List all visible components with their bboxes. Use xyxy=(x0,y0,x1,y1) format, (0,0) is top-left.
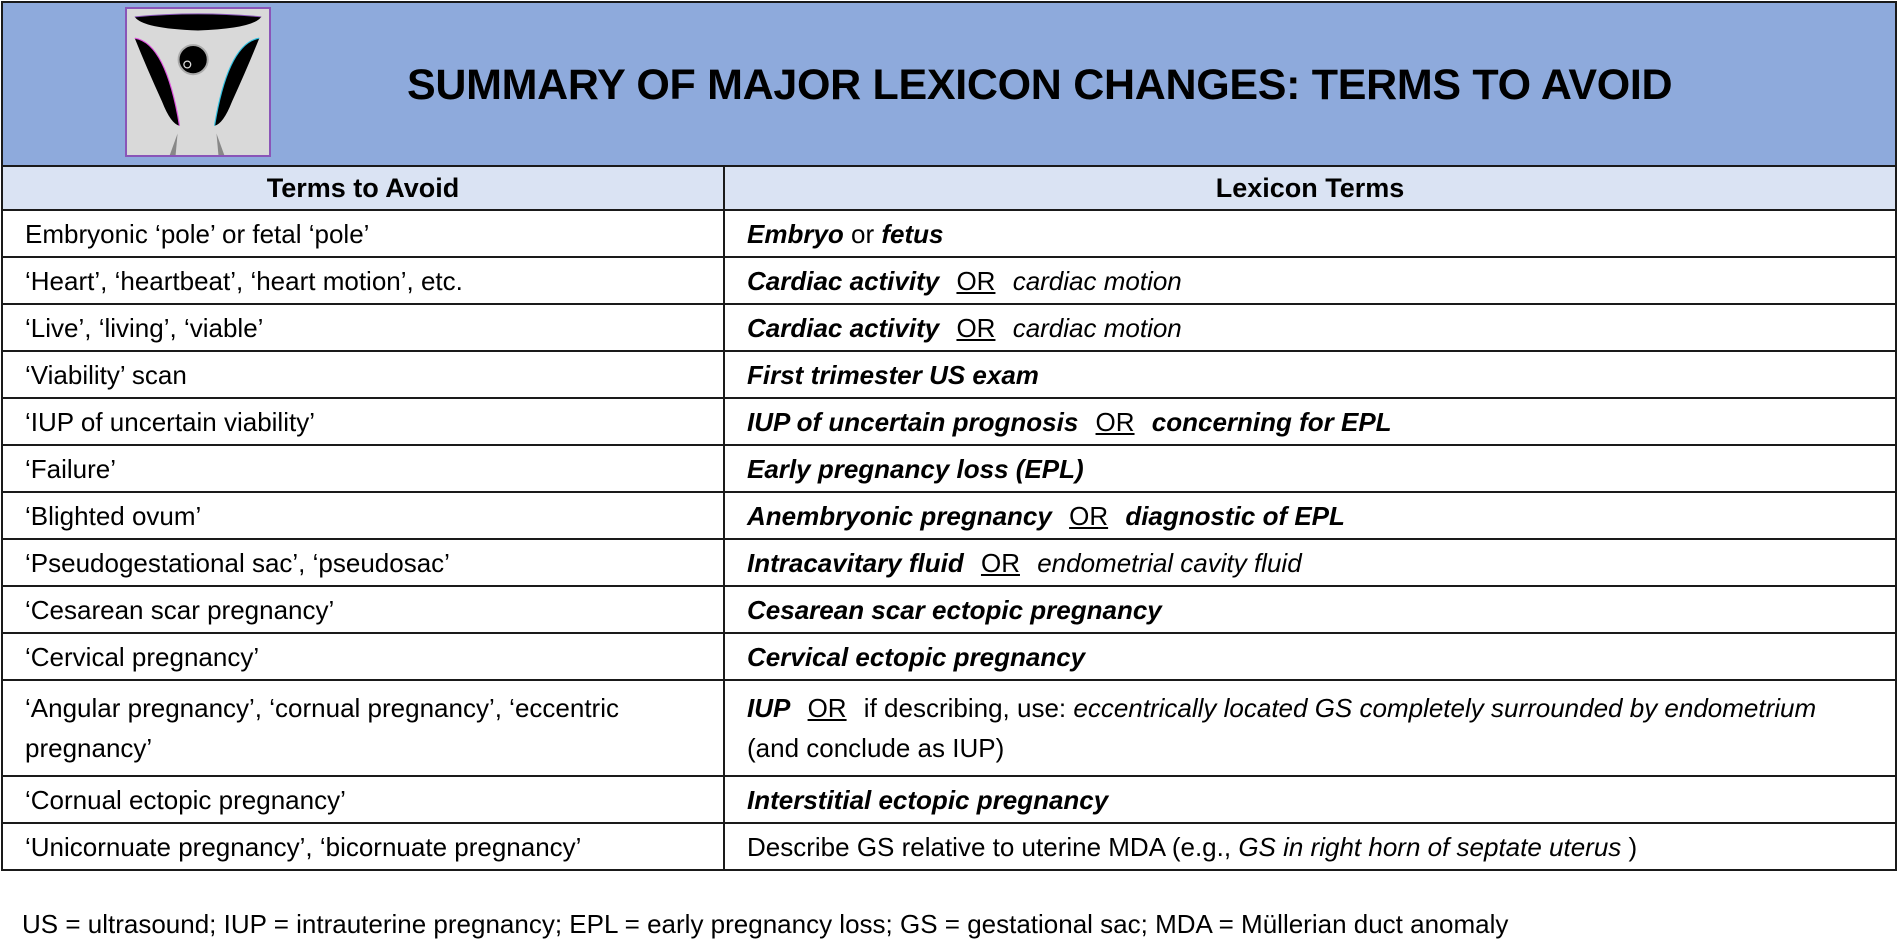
table-row xyxy=(3,398,1895,445)
conclusion-note: (and conclude as IUP) xyxy=(747,733,1005,763)
avoid-term-cell: ‘Cesarean scar pregnancy’ xyxy=(3,586,724,633)
avoid-term-cell: ‘IUP of uncertain viability’ xyxy=(3,398,724,445)
avoid-term-cell: ‘Heart’, ‘heartbeat’, ‘heart motion’, etc. xyxy=(3,257,724,304)
lexicon-summary-table-frame xyxy=(1,1,1897,871)
lexicon-table xyxy=(3,167,1895,869)
preferred-term: Interstitial ectopic pregnancy xyxy=(747,784,1109,815)
alternate-term: concerning for EPL xyxy=(1151,406,1392,437)
preferred-term: Cardiac activity xyxy=(747,312,940,343)
preferred-term: First trimester US exam xyxy=(747,359,1039,390)
lexicon-term-cell xyxy=(724,304,1895,351)
table-row xyxy=(3,680,1895,776)
preferred-term: Intracavitary fluid xyxy=(747,547,964,578)
avoid-term-cell: ‘Failure’ xyxy=(3,445,724,492)
lexicon-term-cell xyxy=(724,586,1895,633)
lexicon-term-cell xyxy=(724,539,1895,586)
or-connector: OR xyxy=(1095,406,1135,437)
table-row xyxy=(3,823,1895,869)
table-row xyxy=(3,257,1895,304)
preferred-term: Early pregnancy loss (EPL) xyxy=(747,453,1084,484)
table-row xyxy=(3,492,1895,539)
or-connector: OR xyxy=(980,547,1020,578)
preferred-term: Embryo xyxy=(747,218,844,249)
column-header-lexicon-terms: Lexicon Terms xyxy=(724,167,1895,210)
table-row xyxy=(3,539,1895,586)
lexicon-term-cell xyxy=(724,492,1895,539)
lexicon-term-cell xyxy=(724,351,1895,398)
preferred-term: Cesarean scar ectopic pregnancy xyxy=(747,594,1162,625)
table-row xyxy=(3,210,1895,257)
alternate-term: cardiac motion xyxy=(1012,265,1182,296)
alternate-term: eccentrically located GS completely surrounded by endometrium xyxy=(1073,693,1817,723)
connector-text: if describing, use: xyxy=(856,693,1074,723)
table-row xyxy=(3,633,1895,680)
or-connector: OR xyxy=(807,693,847,723)
avoid-term-cell: ‘Cornual ectopic pregnancy’ xyxy=(3,776,724,823)
example-term: GS in right horn of septate uterus xyxy=(1238,831,1622,862)
lexicon-term-cell xyxy=(724,398,1895,445)
preferred-term: IUP xyxy=(747,693,791,723)
connector-text: or xyxy=(843,218,882,249)
table-row xyxy=(3,776,1895,823)
lexicon-term-cell xyxy=(724,633,1895,680)
lexicon-term-cell xyxy=(724,823,1895,869)
preferred-term: Cardiac activity xyxy=(747,265,940,296)
lexicon-term-cell xyxy=(724,680,1895,776)
preferred-term: IUP of uncertain prognosis xyxy=(747,406,1079,437)
lexicon-term-cell xyxy=(724,445,1895,492)
avoid-term-cell: Embryonic ‘pole’ or fetal ‘pole’ xyxy=(3,210,724,257)
page-title: SUMMARY OF MAJOR LEXICON CHANGES: TERMS TO AVOID xyxy=(407,61,1673,109)
closing-paren: ) xyxy=(1621,831,1638,862)
preferred-term: fetus xyxy=(881,218,944,249)
lexicon-term-cell xyxy=(724,257,1895,304)
preferred-term: Cervical ectopic pregnancy xyxy=(747,641,1086,672)
table-header-row xyxy=(3,167,1895,210)
avoid-term-cell: ‘Angular pregnancy’, ‘cornual pregnancy’, ‘eccentric pregnancy’ xyxy=(3,680,724,776)
table-row xyxy=(3,445,1895,492)
or-connector: OR xyxy=(1069,500,1109,531)
table-row xyxy=(3,304,1895,351)
avoid-term-cell: ‘Unicornuate pregnancy’, ‘bicornuate pregnancy’ xyxy=(3,823,724,869)
or-connector: OR xyxy=(956,265,996,296)
avoid-term-cell: ‘Blighted ovum’ xyxy=(3,492,724,539)
alternate-term: cardiac motion xyxy=(1012,312,1182,343)
column-header-terms-to-avoid: Terms to Avoid xyxy=(3,167,724,210)
alternate-term: endometrial cavity fluid xyxy=(1037,547,1302,578)
abbreviations-footnote: US = ultrasound; IUP = intrauterine pregnancy; EPL = early pregnancy loss; GS = gestational sac; MDA = Müllerian duct anomaly xyxy=(22,909,1509,939)
uterus-logo-icon xyxy=(125,7,271,157)
avoid-term-cell: ‘Cervical pregnancy’ xyxy=(3,633,724,680)
table-row xyxy=(3,351,1895,398)
lexicon-term-cell xyxy=(724,210,1895,257)
lexicon-term-cell xyxy=(724,776,1895,823)
preferred-term: Anembryonic pregnancy xyxy=(747,500,1052,531)
alternate-term: diagnostic of EPL xyxy=(1125,500,1345,531)
avoid-term-cell: ‘Pseudogestational sac’, ‘pseudosac’ xyxy=(3,539,724,586)
or-connector: OR xyxy=(956,312,996,343)
description-text: Describe GS relative to uterine MDA (e.g., xyxy=(747,831,1239,862)
table-row xyxy=(3,586,1895,633)
avoid-term-cell: ‘Live’, ‘living’, ‘viable’ xyxy=(3,304,724,351)
avoid-term-cell: ‘Viability’ scan xyxy=(3,351,724,398)
title-banner xyxy=(3,3,1895,167)
